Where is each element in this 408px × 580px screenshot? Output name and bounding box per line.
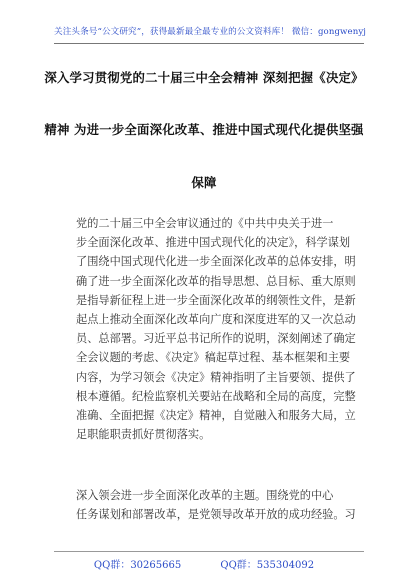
header-notice: 关注头条号“公文研究”，获得最新最全最专业的公文资料库！ 微信：gongwenyj	[54, 27, 367, 37]
paragraph-line: 全会议题的考虑、《决定》稿起草过程、基本框架和主要	[76, 351, 351, 365]
paragraph-line: 确了进一步全面深化改革的指导思想、总目标、重大原则	[76, 274, 356, 288]
title-line-3: 保障	[191, 175, 217, 190]
footer-qq-group-1: QQ群：30265665	[93, 560, 182, 571]
paragraph-2	[76, 486, 354, 524]
footer-qq-group-2: QQ群：535304092	[220, 560, 315, 571]
paragraph-line: 员、总部署。习近平总书记所作的说明，深刻阐述了确定	[76, 332, 356, 346]
footer	[0, 556, 408, 571]
paragraph-1	[76, 214, 354, 444]
paragraph-line: 根本遵循。纪检监察机关要站在战略和全局的高度，完整	[76, 389, 356, 403]
paragraph-line: 步全面深化改革、推进中国式现代化的决定》，科学谋划	[76, 236, 351, 250]
paragraph-line: 是指导新征程上进一步全面深化改革的纲领性文件，是新	[76, 293, 356, 307]
title-line-1: 深入学习贯彻党的二十届三中全会精神 深刻把握《决定》	[44, 70, 364, 85]
paragraph-line: 起点上推动全面深化改革向广度和深度进军的又一次总动	[76, 312, 356, 326]
title-line-2: 精神 为进一步全面深化改革、推进中国式现代化提供坚强	[44, 122, 364, 137]
paragraph-line: 了围绕中国式现代化进一步全面深化改革的总体安排，明	[76, 255, 356, 269]
paragraph-line: 准确、全面把握《决定》精神，自觉融入和服务大局，立	[76, 408, 356, 422]
paragraph-line: 党的二十届三中全会审议通过的《中共中央关于进一	[76, 217, 334, 230]
paragraph-line: 内容，为学习领会《决定》精神指明了主旨要领、提供了	[76, 370, 356, 384]
header-rule	[54, 43, 364, 44]
paragraph-line: 深入领会进一步全面深化改革的主题。围绕党的中心	[76, 489, 334, 502]
footer-rule	[54, 551, 364, 552]
paragraph-line: 足职能职责抓好贯彻落实。	[76, 428, 211, 442]
paragraph-line: 任务谋划和部署改革，是党领导改革开放的成功经验。习	[76, 508, 356, 522]
